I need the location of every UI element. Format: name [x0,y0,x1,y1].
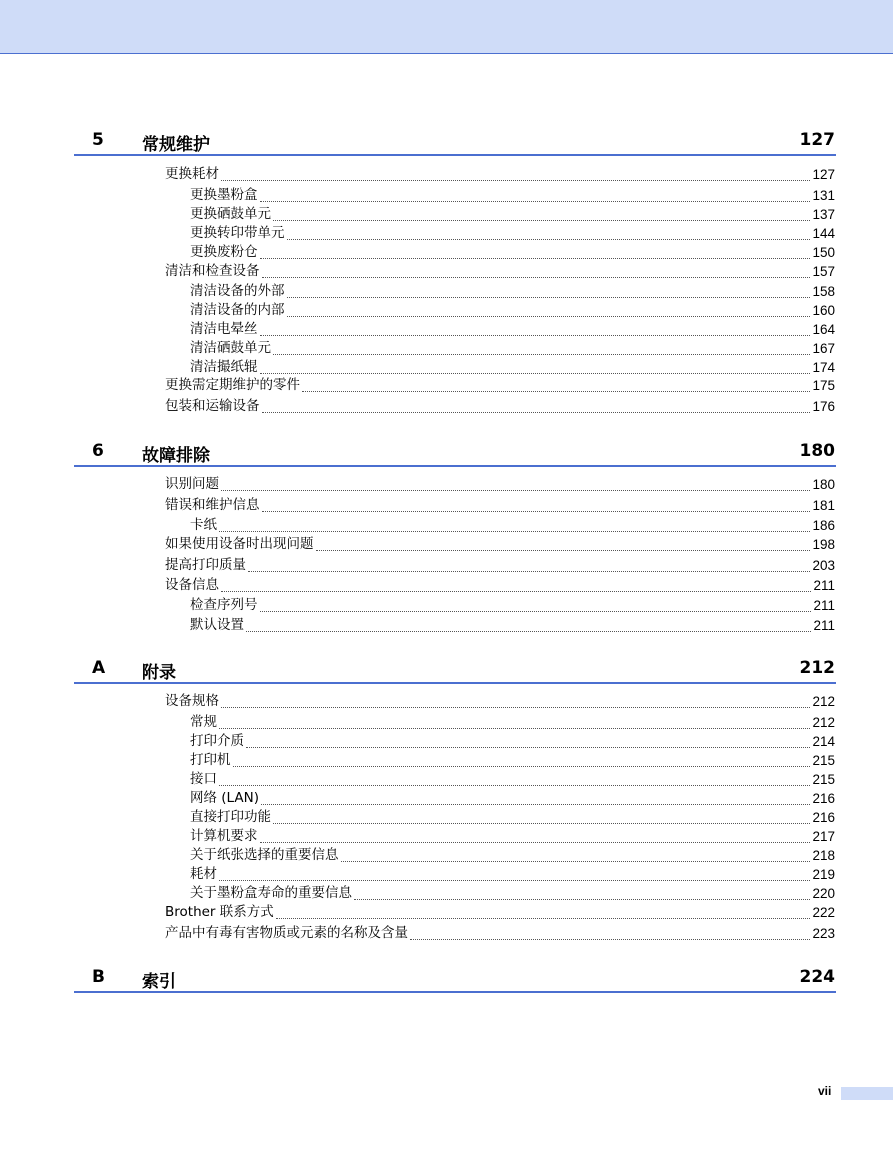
toc-entry[interactable] [190,320,835,339]
toc-entry-page: 137 [812,207,835,222]
dot-leader [221,577,811,592]
toc-entry-text: 识别问题 [165,476,219,492]
toc-entry[interactable] [190,846,835,865]
toc-entry-page: 144 [812,226,835,241]
toc-entry[interactable] [190,808,835,827]
toc-entry-page: 127 [812,167,835,182]
toc-entry[interactable] [190,789,835,808]
toc-entry[interactable] [190,616,835,635]
dot-leader [262,497,811,512]
toc-entry-page: 223 [812,926,835,941]
dot-leader [260,244,811,259]
toc-entry-text: 提高打印质量 [165,557,246,573]
toc-entry[interactable] [190,282,835,301]
toc-entry-page: 216 [812,810,835,825]
toc-entry[interactable] [190,751,835,770]
toc-entry-page: 131 [812,188,835,203]
dot-leader [221,166,810,181]
dot-leader [219,866,810,881]
toc-entry-page: 164 [812,322,835,337]
toc-entry-text: 网络 (LAN) [190,790,259,806]
dot-leader [248,557,810,572]
toc-entry-page: 214 [812,734,835,749]
toc-entry-text: 常规 [190,714,217,730]
dot-leader [261,790,810,805]
toc-entry-page: 216 [812,791,835,806]
dot-leader [219,771,810,786]
toc-entry-text: 更换转印带单元 [190,225,285,241]
toc-entry[interactable] [190,865,835,884]
toc-entry[interactable] [165,924,835,943]
toc-entry[interactable] [165,262,835,281]
dot-leader [354,885,810,900]
toc-entry-text: 接口 [190,771,217,787]
toc-entry-text: 关于纸张选择的重要信息 [190,847,339,863]
chapter-heading[interactable] [74,658,836,684]
toc-entry-page: 157 [812,264,835,279]
toc-entry-text: 设备信息 [165,577,219,593]
toc-entry-page: 215 [812,753,835,768]
toc-entry-page: 176 [812,399,835,414]
toc-entry-page: 218 [812,848,835,863]
dot-leader [260,828,811,843]
toc-entry[interactable] [165,556,835,575]
toc-entry[interactable] [190,770,835,789]
dot-leader [246,617,811,632]
toc-entry[interactable] [190,827,835,846]
toc-entry-text: 清洁和检查设备 [165,263,260,279]
toc-entry-text: 卡纸 [190,517,217,533]
dot-leader [262,263,811,278]
chapter-number: A [92,658,106,678]
chapter-number: 5 [92,130,104,150]
dot-leader [287,225,811,240]
toc-entry-text: 如果使用设备时出现问题 [165,536,314,552]
dot-leader [233,752,811,767]
toc-entry[interactable] [190,205,835,224]
toc-entry-text: 设备规格 [165,693,219,709]
toc-entry-text: 默认设置 [190,617,244,633]
toc-entry-page: 211 [813,618,835,633]
chapter-title: 故障排除 [142,446,210,466]
toc-entry-page: 211 [813,598,835,613]
toc-entry-page: 167 [812,341,835,356]
chapter-page: 180 [799,441,835,461]
chapter-title: 常规维护 [142,135,210,155]
toc-entry[interactable] [165,475,835,494]
dot-leader [262,398,811,413]
chapter-title: 附录 [142,663,176,683]
toc-entry-text: 错误和维护信息 [165,497,260,513]
toc-entry[interactable] [190,301,835,320]
toc-entry-page: 203 [812,558,835,573]
dot-leader [219,517,810,532]
toc-entry-text: 检查序列号 [190,597,258,613]
toc-entry[interactable] [190,713,835,732]
dot-leader [341,847,811,862]
page-tab [841,1087,893,1100]
toc-entry-text: 更换耗材 [165,166,219,182]
toc-entry-text: 产品中有毒有害物质或元素的名称及含量 [165,925,408,941]
chapter-page: 212 [799,658,835,678]
toc-entry-text: 关于墨粉盒寿命的重要信息 [190,885,352,901]
toc-entry[interactable] [190,516,835,535]
toc-entry-page: 158 [812,284,835,299]
chapter-title: 索引 [142,972,176,992]
toc-entry-page: 212 [812,694,835,709]
page-number: vii [818,1084,832,1098]
chapter-number: B [92,967,105,987]
toc-entry[interactable] [165,535,835,554]
toc-entry[interactable] [190,732,835,751]
toc-entry[interactable] [165,496,835,515]
dot-leader [287,302,811,317]
dot-leader [302,377,810,392]
dot-leader [316,536,811,551]
dot-leader [260,359,811,374]
dot-leader [410,925,810,940]
toc-entry[interactable] [165,692,835,711]
dot-leader [273,340,810,355]
toc-entry-text: 更换墨粉盒 [190,187,258,203]
toc-entry-page: 198 [812,537,835,552]
toc-entry-text: 清洁电晕丝 [190,321,258,337]
chapter-page: 127 [799,130,835,150]
toc-entry-page: 160 [812,303,835,318]
toc-entry-text: 包装和运输设备 [165,398,260,414]
chapter-heading[interactable] [74,967,836,993]
toc-entry[interactable] [190,224,835,243]
dot-leader [287,283,811,298]
toc-entry[interactable] [165,397,835,416]
toc-entry-text: Brother 联系方式 [165,904,274,920]
toc-entry[interactable] [190,596,835,615]
toc-entry-text: 打印介质 [190,733,244,749]
dot-leader [260,187,811,202]
dot-leader [260,321,811,336]
toc-entry-text: 计算机要求 [190,828,258,844]
toc-entry-page: 181 [812,498,835,513]
toc-entry-page: 222 [812,905,835,920]
toc-entry-text: 更换硒鼓单元 [190,206,271,222]
toc-entry-page: 175 [812,378,835,393]
toc-entry-text: 耗材 [190,866,217,882]
toc-entry-text: 打印机 [190,752,231,768]
toc-entry-text: 更换废粉仓 [190,244,258,260]
dot-leader [273,206,810,221]
toc-entry-page: 217 [812,829,835,844]
toc-entry-page: 219 [812,867,835,882]
toc-entry-page: 150 [812,245,835,260]
toc-entry-text: 清洁设备的外部 [190,283,285,299]
toc-entry-text: 清洁硒鼓单元 [190,340,271,356]
toc-entry[interactable] [190,884,835,903]
chapter-heading[interactable] [74,441,836,467]
toc-entry-page: 186 [812,518,835,533]
toc-entry[interactable] [165,376,835,395]
toc-entry[interactable] [165,165,835,184]
toc-entry[interactable] [190,243,835,262]
dot-leader [273,809,810,824]
toc-entry-page: 220 [812,886,835,901]
toc-entry-text: 清洁设备的内部 [190,302,285,318]
dot-leader [246,733,810,748]
toc-entry[interactable] [165,903,835,922]
chapter-heading[interactable] [74,130,836,156]
toc-entry-page: 180 [812,477,835,492]
toc-entry-text: 更换需定期维护的零件 [165,377,300,393]
chapter-page: 224 [799,967,835,987]
header-band [0,0,893,54]
toc-entry[interactable] [190,358,835,377]
dot-leader [221,693,810,708]
dot-leader [219,714,810,729]
dot-leader [260,597,812,612]
dot-leader [276,904,811,919]
toc-entry-text: 直接打印功能 [190,809,271,825]
toc-entry-page: 211 [813,578,835,593]
toc-entry-page: 212 [812,715,835,730]
toc-entry[interactable] [190,186,835,205]
chapter-number: 6 [92,441,104,461]
toc-entry-page: 174 [812,360,835,375]
toc-entry[interactable] [165,576,835,595]
toc-entry[interactable] [190,339,835,358]
toc-entry-page: 215 [812,772,835,787]
dot-leader [221,476,810,491]
toc-entry-text: 清洁撮纸辊 [190,359,258,375]
